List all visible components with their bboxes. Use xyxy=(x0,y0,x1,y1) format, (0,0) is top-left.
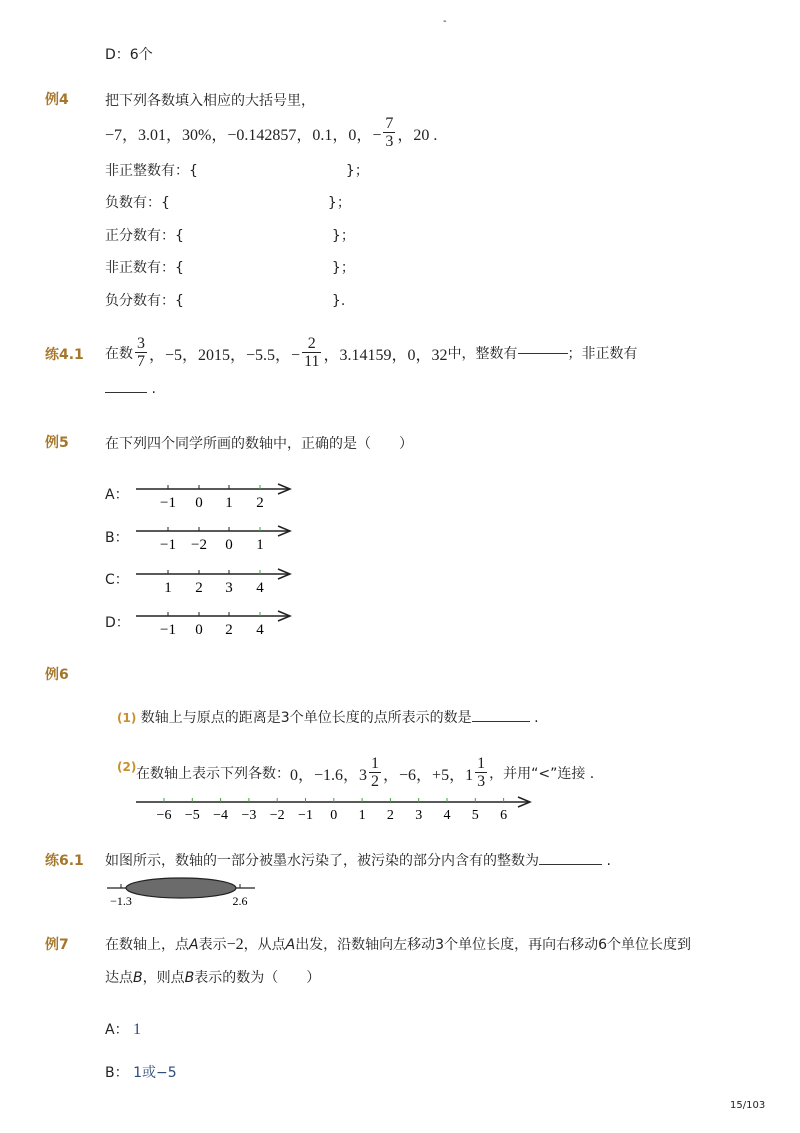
top-mark: - xyxy=(443,16,447,27)
row-end: }； xyxy=(331,260,355,276)
number-line-d xyxy=(130,605,300,641)
example-6-q1 xyxy=(117,707,539,727)
tick-label: 1 xyxy=(256,537,264,553)
option-sep: ： xyxy=(114,530,129,546)
tick-label: −1 xyxy=(160,622,176,638)
option-letter: B xyxy=(105,530,115,546)
tick-label: 1 xyxy=(164,580,172,596)
text: 表示的数为（ ） xyxy=(194,970,321,986)
prefix: 在数 xyxy=(105,346,133,362)
tick-label: 3 xyxy=(415,808,423,823)
frac-numerator: 1 xyxy=(371,755,380,772)
number-line-ex6 xyxy=(130,793,540,825)
fraction-1-3 xyxy=(475,756,487,790)
tick-label: 4 xyxy=(256,622,264,638)
text: 在数轴上，点 xyxy=(105,937,189,953)
tick-label: −2 xyxy=(269,808,285,823)
row-end: }； xyxy=(327,195,351,211)
question-text: 如图所示，数轴的一部分被墨水污染了，被污染的部分内含有的整数为 xyxy=(105,853,539,869)
text: 表示 xyxy=(198,937,227,953)
option-sep: ： xyxy=(114,1065,129,1081)
point-b: B xyxy=(184,970,195,986)
row-label: 正分数有：{ xyxy=(105,228,184,244)
frac-numerator: 7 xyxy=(385,115,394,132)
frac-denominator: 3 xyxy=(477,773,486,790)
option-text: 1 xyxy=(133,1021,142,1038)
tick-label: −2 xyxy=(191,537,207,553)
q1-end: . xyxy=(534,710,539,726)
end-period: . xyxy=(151,381,156,397)
frac-numerator: 3 xyxy=(137,335,145,352)
tick-label: 0 xyxy=(225,537,233,553)
number-line-b xyxy=(130,520,300,556)
practice-4-1-line xyxy=(105,332,638,374)
option-b-label[interactable] xyxy=(105,527,129,547)
ex4-row-positive-fraction xyxy=(105,225,355,245)
row-end: }； xyxy=(331,228,355,244)
row-end: }； xyxy=(345,163,369,179)
q2-numbers-2: ，−6，+5，1 xyxy=(383,766,474,784)
option-letter: D xyxy=(105,615,116,631)
tick-label: 2 xyxy=(256,495,264,511)
tick-label: −4 xyxy=(213,808,229,823)
tick-label: 3 xyxy=(225,580,233,596)
numbers-mid: ，−5，2015，−5.5，− xyxy=(149,346,301,364)
prev-option-d xyxy=(105,44,153,64)
option-letter: C xyxy=(105,572,115,588)
example-4-intro: 把下列各数填入相应的大括号里， xyxy=(105,93,315,109)
q2-end: ，并用“<”连接 . xyxy=(489,766,595,782)
tick-label: 0 xyxy=(330,808,338,823)
frac-denominator: 3 xyxy=(385,133,394,150)
tick-label: 2 xyxy=(195,580,203,596)
numbers-part1: −7，3.01，30%，−0.142857，0.1，0，− xyxy=(105,126,382,144)
tick-label: 4 xyxy=(256,580,264,596)
number-line-a xyxy=(130,478,300,514)
q1-blank[interactable] xyxy=(472,721,530,722)
ex4-row-nonpositive-integer xyxy=(105,160,369,180)
fraction-1-2 xyxy=(369,756,381,790)
integers-prompt: 中，整数有 xyxy=(447,346,518,362)
example-7-line2 xyxy=(105,967,320,987)
row-label: 负分数有：{ xyxy=(105,293,184,309)
tick-label: 4 xyxy=(443,808,451,823)
tick-label: −1 xyxy=(160,495,176,511)
frac-denominator: 2 xyxy=(371,773,380,790)
tick-label: 5 xyxy=(471,808,479,823)
q1-text: 数轴上与原点的距离是3个单位长度的点所表示的数是 xyxy=(140,710,472,726)
example-4-numbers xyxy=(105,114,437,152)
practice-6-1-text xyxy=(105,850,611,870)
example-7-label: 例7 xyxy=(45,937,69,953)
tick-label: 0 xyxy=(195,622,203,638)
example-6-q2 xyxy=(136,753,594,793)
tick-label: 2 xyxy=(386,808,394,823)
tick-label: −1 xyxy=(298,808,313,823)
option-a-label[interactable] xyxy=(105,484,129,504)
left-value: −1.3 xyxy=(110,894,132,908)
tick-label: 6 xyxy=(500,808,508,823)
example-4-label: 例4 xyxy=(45,92,69,108)
nonpositive-blank[interactable] xyxy=(105,392,147,393)
option-sep: ： xyxy=(114,487,129,503)
row-label: 非正数有：{ xyxy=(105,260,184,276)
number-line-c xyxy=(130,563,300,599)
numbers-part2: ，20 . xyxy=(397,126,438,144)
option-letter: B xyxy=(105,1065,115,1081)
frac-numerator: 1 xyxy=(477,755,486,772)
nonpositive-prompt: ；非正数有 xyxy=(567,346,638,362)
ex4-row-nonpositive xyxy=(105,257,355,277)
integers-blank[interactable] xyxy=(518,353,568,354)
practice-4-1-label: 练4.1 xyxy=(45,347,84,363)
end-period: . xyxy=(606,853,611,869)
q2-text: 在数轴上表示下列各数： xyxy=(136,766,290,782)
option-sep: ： xyxy=(114,572,129,588)
fraction-2-11 xyxy=(302,336,321,370)
value-neg2: −2 xyxy=(226,936,244,953)
page-number: 15/103 xyxy=(730,1100,766,1111)
sub-question-number: (2) xyxy=(117,760,137,774)
sub-question-number: (1) xyxy=(117,711,137,725)
frac-denominator: 11 xyxy=(304,353,320,370)
tick-label: −6 xyxy=(156,808,172,823)
frac-numerator: 2 xyxy=(307,335,316,352)
option-sep: ： xyxy=(115,615,130,631)
ex4-row-negative-fraction xyxy=(105,290,345,310)
right-value: 2.6 xyxy=(232,894,248,908)
example-5-question: 在下列四个同学所画的数轴中，正确的是（ ） xyxy=(105,436,413,452)
option-text: 1或−5 xyxy=(133,1065,177,1081)
ink-stained-number-line xyxy=(105,874,265,910)
practice-4-1-line2 xyxy=(105,381,156,397)
ex7-option-a[interactable] xyxy=(105,1019,141,1039)
text: ，则点 xyxy=(142,970,185,986)
tick-label: 0 xyxy=(195,495,203,511)
tick-label: −3 xyxy=(241,808,257,823)
text: ，从点 xyxy=(243,937,286,953)
point-b: B xyxy=(133,970,143,986)
option-sep: ： xyxy=(115,47,130,63)
ex7-option-b[interactable] xyxy=(105,1062,177,1082)
tick-label: 1 xyxy=(225,495,233,511)
text: 达点 xyxy=(105,970,133,986)
point-a: A xyxy=(285,937,296,953)
example-7-line1 xyxy=(105,934,691,954)
answer-blank[interactable] xyxy=(539,864,602,865)
tick-label: 2 xyxy=(225,622,233,638)
point-a: A xyxy=(189,937,199,953)
row-label: 非正整数有：{ xyxy=(105,163,198,179)
ex4-row-negative xyxy=(105,192,351,212)
text: 出发，沿数轴向左移动3个单位长度，再向右移动6个单位长度到 xyxy=(295,937,692,953)
numbers-tail: ，3.14159，0，32 xyxy=(323,346,448,364)
frac-denominator: 7 xyxy=(137,353,145,370)
row-end: }. xyxy=(331,293,346,309)
practice-6-1-label: 练6.1 xyxy=(45,853,84,869)
ink-stain xyxy=(126,878,236,898)
option-d-label[interactable] xyxy=(105,612,130,632)
fraction-7-3 xyxy=(383,116,395,150)
option-letter: A xyxy=(105,1022,115,1038)
option-letter: A xyxy=(105,487,115,503)
row-label: 负数有：{ xyxy=(105,195,170,211)
option-sep: ： xyxy=(114,1022,129,1038)
tick-label: 1 xyxy=(358,808,366,823)
q2-numbers-1: 0，−1.6，3 xyxy=(290,766,368,784)
tick-label: −5 xyxy=(184,808,200,823)
tick-label: −1 xyxy=(160,537,176,553)
option-letter: D xyxy=(105,47,116,63)
example-5-label: 例5 xyxy=(45,435,69,451)
example-6-label: 例6 xyxy=(45,667,69,683)
fraction-3-7 xyxy=(135,336,147,370)
option-text: 6个 xyxy=(129,47,153,63)
option-c-label[interactable] xyxy=(105,569,129,589)
